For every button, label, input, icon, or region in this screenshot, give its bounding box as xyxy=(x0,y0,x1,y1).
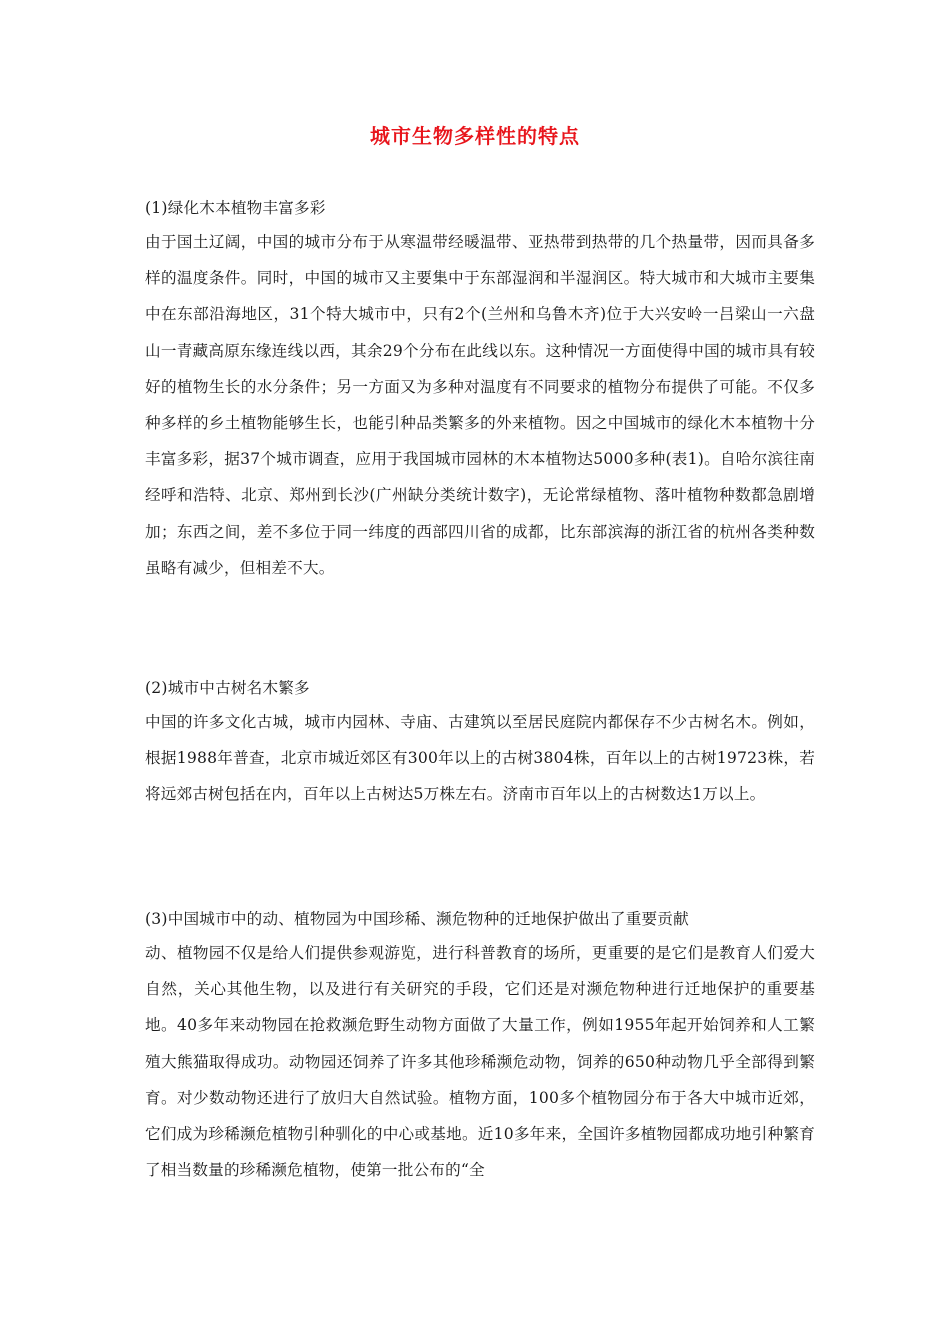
section-heading: (3)中国城市中的动、植物园为中国珍稀、濒危物种的迁地保护做出了重要贡献 xyxy=(145,910,689,928)
section-zoos-botanical-gardens xyxy=(145,903,815,1188)
section-ancient-trees xyxy=(145,672,815,813)
section-body: 动、植物园不仅是给人们提供参观游览，进行科普教育的场所，更重要的是它们是教育人们爱大自然，关心其他生物，以及进行有关研究的手段，它们还是对濒危物种进行迁地保护的重要基地。40多年来动物园在抢救濒危野生动物方面做了大量工作，例如1955年起开始饲养和人工繁殖大熊猫取得成功。动物园还饲养了许多其他珍稀濒危动物，饲养的650种动物几乎全部得到繁育。对少数动物还进行了放归大自然试验。植物方面，100多个植物园分布于各大中城市近郊，它们成为珍稀濒危植物引种驯化的中心或基地。近10多年来，全国许多植物园都成功地引种繁育了相当数量的珍稀濒危植物，使第一批公布的“全 xyxy=(145,944,815,1180)
section-heading: (2)城市中古树名木繁多 xyxy=(145,679,310,697)
page-title: 城市生物多样性的特点 xyxy=(370,124,580,148)
section-heading: (1)绿化木本植物丰富多彩 xyxy=(145,199,326,217)
section-woody-plants xyxy=(145,192,815,586)
section-body: 由于国土辽阔，中国的城市分布于从寒温带经暖温带、亚热带到热带的几个热量带，因而具备多样的温度条件。同时，中国的城市又主要集中于东部湿润和半湿润区。特大城市和大城市主要集中在东部沿海地区，31个特大城市中，只有2个(兰州和乌鲁木齐)位于大兴安岭一吕梁山一六盘山一青藏高原东缘连线以西，其余29个分布在此线以东。这种情况一方面使得中国的城市具有较好的植物生长的水分条件；另一方面又为多种对温度有不同要求的植物分布提供了可能。不仅多种多样的乡土植物能够生长，也能引种品类繁多的外来植物。因之中国城市的绿化木本植物十分丰富多彩，据37个城市调查，应用于我国城市园林的木本植物达5000多种(表1)。自哈尔滨往南经呼和浩特、北京、郑州到长沙(广州缺分类统计数字)，无论常绿植物、落叶植物种数都急剧增加；东西之间，差不多位于同一纬度的西部四川省的成都，比东部滨海的浙江省的杭州各类种数虽略有减少，但相差不大。 xyxy=(145,233,815,577)
section-body: 中国的许多文化古城，城市内园林、寺庙、古建筑以至居民庭院内都保存不少古树名木。例如，根据1988年普查，北京市城近郊区有300年以上的古树3804株，百年以上的古树19723株，若将远郊古树包括在内，百年以上古树达5万株左右。济南市百年以上的古树数达1万以上。 xyxy=(145,713,815,804)
